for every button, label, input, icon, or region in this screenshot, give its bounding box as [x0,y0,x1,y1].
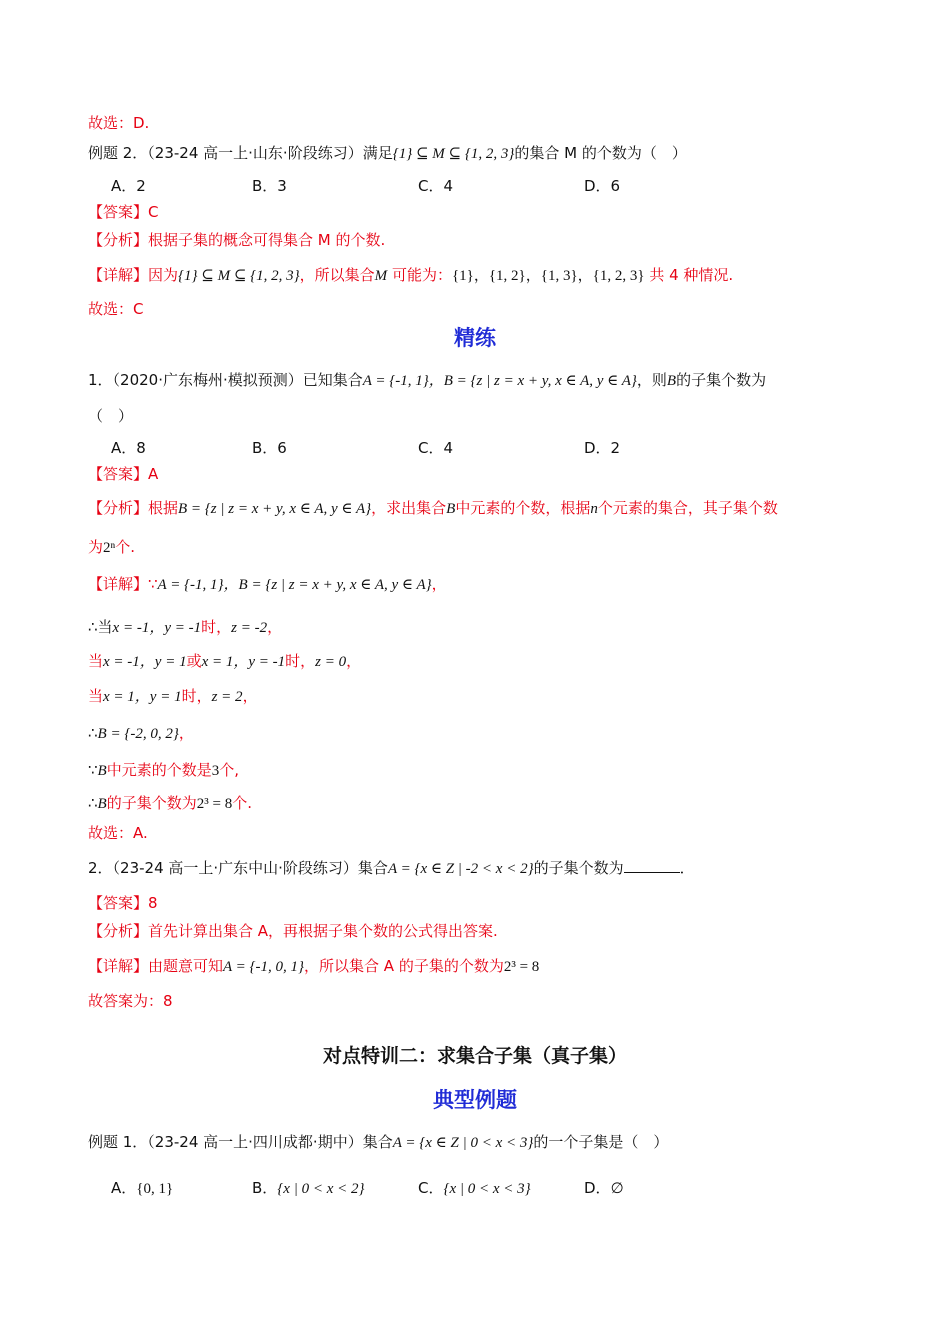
detail-var: M [374,268,388,284]
answer-line: 【答案】8 [88,894,158,912]
step-text: ， [178,724,194,742]
question-text-2: 的子集个数为 [533,859,624,877]
step-symbol: ∴ [88,724,98,742]
detail-text: ，所以集合 [299,266,375,284]
detail-text-2: 可能为： [387,266,452,284]
question-text-3: ． [679,859,695,877]
step-math-5: z = 0 [315,654,347,670]
step-text: 中元素的个数是 [106,761,212,779]
question-text-3: 的子集个数为 [676,371,767,389]
step-text: 当 [88,652,104,670]
step-math: x = -1 [112,620,150,636]
section-title-training-2: 对点特训二：求集合子集（真子集） [322,1045,627,1067]
step-text-2: 或 [186,652,202,670]
conclusion-line: 故选：C [88,300,144,318]
analysis-text-2: 中元素的个数，根据 [455,499,591,517]
option-d: D．6 [584,177,621,195]
step-math: 2³ = 8 [196,796,233,812]
detail-label: 【详解】由题意可知 [88,957,224,975]
conclusion-line: 故选：A. [88,824,148,842]
question-text: 例题 1．（23-24 高一上·四川成都·期中）集合 [88,1133,393,1151]
question-math: A = {x ∈ Z | 0 < x < 3} [392,1135,534,1151]
analysis-text-3: 个元素的集合，其子集个数 [597,499,778,517]
conclusion-line: 故选：D. [88,114,150,132]
option-b [252,1177,364,1200]
detail-math: {1} ⊆ M ⊆ {1, 2, 3} [178,268,300,284]
question-math: A = {-1, 1}，B = {z | z = x + y, x ∈ A, y ∈ A} [362,373,637,389]
answer-blank[interactable] [624,858,680,873]
analysis-line: 【分析】首先计算出集合 A，再根据子集个数的公式得出答案. [88,922,498,940]
analysis-var-n: n [590,501,598,517]
practice-1-question [88,369,766,392]
option-math: ∅ [610,1181,624,1197]
analysis-text-2: 个. [115,538,136,556]
step-math: x = 1 [103,689,135,705]
question-text: 1．（2020·广东梅州·模拟预测）已知集合 [88,371,363,389]
detail-text: ，所以集合 A 的子集的个数为 [304,957,504,975]
option-c: C．4 [418,177,454,195]
detail-line [88,264,733,287]
step-var: B [97,763,107,779]
analysis-text: 为 [88,538,104,556]
section-title-typical-examples: 典型例题 [433,1088,517,1112]
option-d: D．2 [584,439,621,457]
conclusion-line: 故答案为：8 [88,992,173,1010]
step-text-3: 时， [285,652,316,670]
step-math: x = -1 [103,654,140,670]
option-math: {x | 0 < x < 2} [277,1181,365,1197]
question-math: A = {x ∈ Z | -2 < x < 2} [387,861,534,877]
analysis-math: B = {z | z = x + y, x ∈ A, y ∈ A} [178,501,372,517]
step-var: B [97,796,107,812]
example-2-question [88,142,687,165]
detail-label: 【详解】因为 [88,266,179,284]
step-text: ∴当 [88,618,113,636]
step-symbol: ∵ [88,761,98,779]
example-1-question [88,1131,668,1154]
option-b: B．3 [252,177,287,195]
step-text-3: ， [267,618,283,636]
step-math: 3 [211,763,220,779]
question-paren: （ ） [88,407,134,425]
step-text-2: 时， [201,618,232,636]
detail-line [88,573,447,596]
detail-step-1 [88,616,282,639]
step-text-2: 个. [232,794,252,812]
answer-line: 【答案】C [88,203,159,221]
analysis-line-2 [88,536,135,559]
step-text-3: ， [242,687,258,705]
detail-step-4 [88,722,194,745]
detail-step-5 [88,759,239,782]
question-math: {1} ⊆ M ⊆ {1, 2, 3} [392,146,515,162]
step-math-2: ，y = -1 [149,620,202,636]
step-math: B = {-2, 0, 2} [97,726,179,742]
detail-math-2: 2³ = 8 [503,959,540,975]
step-math-3: z = 2 [211,689,243,705]
question-var: B [666,373,677,389]
practice-2-question [88,857,695,880]
step-math-3: z = -2 [231,620,268,636]
detail-label: 【详解】∵ [88,575,158,593]
option-a [111,1177,173,1200]
detail-text-3: 共 4 种情况. [644,266,734,284]
option-b: B．6 [252,439,287,457]
analysis-text: ，求出集合 [371,499,447,517]
question-tail: 的集合 M 的个数为（ ） [514,144,687,162]
detail-line [88,955,539,978]
detail-step-6 [88,792,252,815]
question-text-2: 的一个子集是（ ） [533,1133,669,1151]
detail-math: A = {-1, 1}，B = {z | z = x + y, x ∈ A, y ∈ A} [157,577,432,593]
step-text: 的子集个数为 [106,794,197,812]
step-text-2: 个, [219,761,240,779]
option-label: A． [111,1179,137,1197]
option-label: C． [418,1179,444,1197]
option-math: {x | 0 < x < 3} [443,1181,531,1197]
option-d [584,1177,624,1200]
step-text: 当 [88,687,104,705]
step-math-2: ，y = 1 [139,654,187,670]
option-a: A．8 [111,439,146,457]
detail-text: ， [431,575,447,593]
detail-step-2 [88,650,361,673]
step-math-3: x = 1 [201,654,234,670]
step-math-2: ，y = 1 [134,689,182,705]
option-c: C．4 [418,439,454,457]
step-text-2: 时， [181,687,212,705]
option-label: B． [252,1179,278,1197]
analysis-line: 【分析】根据子集的概念可得集合 M 的个数. [88,231,386,249]
analysis-line [88,497,778,520]
analysis-math: 2ⁿ [103,540,116,556]
question-text: 例题 2．（23-24 高一上·山东·阶段练习）满足 [88,144,393,162]
detail-step-3 [88,685,258,708]
step-symbol: ∴ [88,794,98,812]
option-label: D． [584,1179,611,1197]
section-title-practice: 精练 [454,326,496,350]
analysis-var: B [446,501,456,517]
analysis-label: 【分析】根据 [88,499,179,517]
detail-sets: {1}，{1, 2}，{1, 3}，{1, 2, 3} [451,268,645,284]
answer-line: 【答案】A [88,465,159,483]
question-text: 2．（23-24 高一上·广东中山·阶段练习）集合 [88,859,388,877]
detail-math: A = {-1, 0, 1} [223,959,305,975]
step-math-4: ，y = -1 [233,654,286,670]
option-math: {0, 1} [136,1181,174,1197]
step-text-4: ， [346,652,362,670]
option-c [418,1177,531,1200]
option-a: A．2 [111,177,146,195]
question-text-2: ，则 [636,371,667,389]
